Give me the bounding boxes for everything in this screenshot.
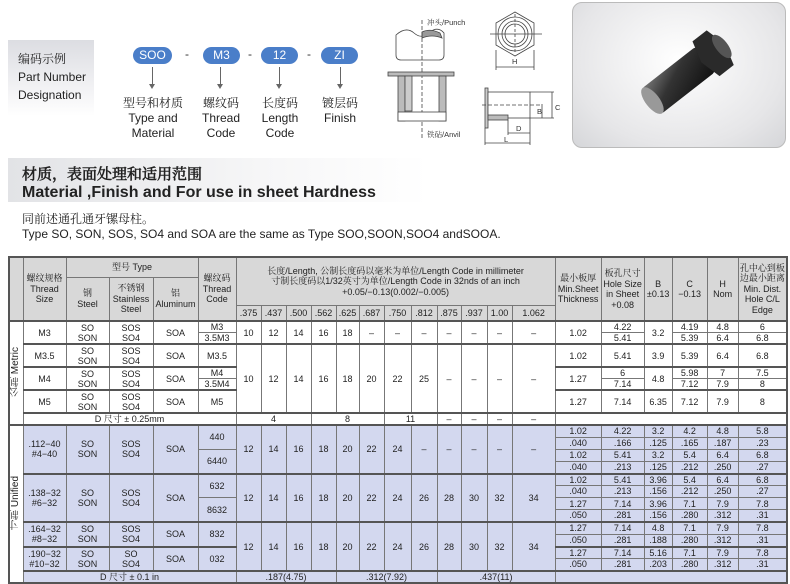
table-cell: 30	[461, 474, 487, 523]
table-cell: .312	[707, 559, 738, 572]
table-cell: 18	[311, 522, 336, 571]
table-cell: 1.02	[555, 449, 601, 461]
table-cell: SO SON	[66, 367, 109, 390]
table-cell: 1.27	[555, 498, 601, 510]
dim-l-label: L	[504, 135, 509, 144]
table-cell: .312	[707, 534, 738, 547]
table-row	[9, 425, 787, 437]
table-cell: .040	[555, 486, 601, 498]
part-number-label-cn: 编码示例	[18, 52, 67, 66]
table-cell: –	[487, 344, 512, 413]
table-cell: .31	[738, 510, 787, 523]
table-cell: 16	[286, 425, 311, 474]
table-cell: 3.2	[644, 425, 672, 437]
table-cell: 7.14	[601, 547, 644, 559]
installation-drawing	[382, 0, 562, 150]
table-cell: .156	[644, 510, 672, 523]
table-cell: 22	[359, 522, 384, 571]
table-cell: 30	[461, 522, 487, 571]
table-cell: .190−32 #10−32	[23, 547, 66, 572]
table-cell: 7.5	[738, 367, 787, 379]
table-cell: –	[512, 321, 555, 344]
table-cell: 7.1	[672, 498, 707, 510]
table-cell: SOA	[153, 522, 198, 547]
table-cell: 6.4	[707, 449, 738, 461]
dim-b-label: B	[537, 107, 543, 116]
table-cell: 3.2	[644, 321, 672, 344]
table-cell: .166	[601, 437, 644, 449]
table-cell: SOS SO4	[109, 367, 153, 390]
table-cell: SOS SO4	[109, 522, 153, 547]
column-header: .750	[384, 305, 411, 321]
section-title-en: Material ,Finish and For use in sheet Hardness	[22, 184, 376, 201]
table-cell: 18	[311, 474, 336, 523]
table-cell: 20	[336, 522, 359, 571]
table-cell: SOS SO4	[109, 474, 153, 523]
table-cell: 10	[236, 321, 261, 344]
table-cell: .212	[672, 461, 707, 474]
table-cell: .156	[644, 486, 672, 498]
table-cell: 8	[311, 413, 384, 425]
table-cell: –	[437, 344, 461, 413]
arrow-down-icon	[220, 67, 221, 87]
table-cell: –	[512, 425, 555, 474]
table-cell: 20	[359, 344, 384, 413]
table-cell: 1.02	[555, 321, 601, 344]
table-row	[9, 413, 787, 425]
table-cell: 12	[236, 474, 261, 523]
table-cell: 6.8	[738, 333, 787, 345]
table-cell: 1.02	[555, 425, 601, 437]
table-cell: 8	[738, 390, 787, 413]
table-cell: 7.14	[601, 522, 644, 534]
table-cell: .187	[707, 437, 738, 449]
column-header: 铝 Aluminum	[153, 277, 198, 321]
table-cell: –	[461, 344, 487, 413]
table-cell: 1.02	[555, 344, 601, 367]
table-cell: 032	[198, 547, 236, 572]
table-cell: SOA	[153, 321, 198, 344]
table-cell: –	[487, 321, 512, 344]
table-cell: 7.14	[601, 379, 644, 391]
table-cell: SO SON	[66, 390, 109, 413]
dim-c-label: C	[555, 103, 561, 112]
table-cell	[555, 571, 787, 583]
column-header: .812	[411, 305, 437, 321]
type-code-pill: SOO	[133, 47, 172, 64]
table-cell: 16	[286, 522, 311, 571]
table-cell: SO SON	[66, 425, 109, 474]
table-cell: 6440	[198, 449, 236, 474]
part-number-label-en: Part Number	[18, 70, 87, 84]
table-cell: 7.8	[738, 547, 787, 559]
table-cell: –	[384, 321, 411, 344]
table-cell: 6.35	[644, 390, 672, 413]
standoff-fastener-image	[573, 3, 786, 148]
table-cell: 3.2	[644, 449, 672, 461]
table-cell: 18	[336, 344, 359, 413]
table-cell: 7.12	[672, 379, 707, 391]
table-cell: 16	[311, 321, 336, 344]
column-header: H Nom	[707, 257, 738, 321]
section-note-cn: 同前述通孔通牙镙母柱。	[22, 212, 155, 226]
table-cell: 5.98	[672, 367, 707, 379]
table-cell: 12	[236, 425, 261, 474]
table-cell: 34	[512, 474, 555, 523]
thread-code-label: 螺纹码 Thread Code	[201, 96, 241, 140]
table-cell: 22	[359, 425, 384, 474]
table-cell: 7.9	[707, 498, 738, 510]
table-cell: 7	[707, 367, 738, 379]
table-cell: 7.1	[672, 522, 707, 534]
section-title-cn: 材质，表面处理和适用范围	[22, 166, 203, 183]
table-cell: 6.4	[707, 474, 738, 486]
table-row	[9, 522, 787, 534]
table-cell: 12	[236, 522, 261, 571]
table-cell: .280	[672, 510, 707, 523]
column-header: 螺纹码 Thread Code	[198, 257, 236, 321]
table-cell: –	[461, 413, 487, 425]
separator: -	[248, 47, 252, 61]
table-cell: 5.16	[644, 547, 672, 559]
table-cell: 16	[286, 474, 311, 523]
table-cell: SO SON	[66, 321, 109, 344]
dim-d-label: D	[516, 124, 522, 133]
table-cell: M3	[198, 321, 236, 333]
table-cell: 32	[487, 474, 512, 523]
table-row	[9, 321, 787, 333]
column-header: .625	[336, 305, 359, 321]
table-cell: M3.5	[23, 344, 66, 367]
table-cell: SO SON	[66, 474, 109, 523]
table-cell: D 尺寸 ± 0.1 in	[23, 571, 236, 583]
column-header: C −0.13	[672, 257, 707, 321]
table-cell: .23	[738, 437, 787, 449]
table-cell: 6.8	[738, 474, 787, 486]
length-code-label: 长度码 Length Code	[261, 96, 299, 140]
table-cell: 22	[384, 344, 411, 413]
table-cell: .213	[601, 461, 644, 474]
table-cell: SOA	[153, 390, 198, 413]
length-code-pill: 12	[261, 47, 298, 64]
column-header: 1.00	[487, 305, 512, 321]
section-note-en: Type SO, SON, SOS, SO4 and SOA are the same as Type SOO,SOON,SOO4 andSOOA.	[22, 227, 501, 241]
table-cell: 5.39	[672, 333, 707, 345]
table-cell: 3.96	[644, 498, 672, 510]
table-cell: .31	[738, 534, 787, 547]
table-cell: 6.4	[707, 333, 738, 345]
table-cell: 8632	[198, 498, 236, 523]
table-cell: 7.9	[707, 379, 738, 391]
table-cell: 24	[384, 522, 411, 571]
table-cell: .27	[738, 461, 787, 474]
product-photo	[572, 2, 786, 148]
punch-label: 冲头/Punch	[427, 18, 466, 27]
table-cell: 25	[411, 344, 437, 413]
table-cell: SOS SO4	[109, 425, 153, 474]
column-header: 长度/Length, 公制长度码以毫米为单位/Length Code in millimeter 寸制长度码以1/32英寸为单位/Length Code in 32nds of an inch +0.05/−0.13(0.002/−0.005)	[236, 257, 555, 305]
table-cell: .281	[601, 534, 644, 547]
table-cell: –	[359, 321, 384, 344]
table-cell: .312	[707, 510, 738, 523]
table-cell: 24	[384, 425, 411, 474]
table-cell: –	[437, 321, 461, 344]
anvil-label: 铁砧/Anvil	[427, 130, 461, 139]
side-label-text: 公制 Metric	[10, 346, 22, 397]
finish-code-pill: ZI	[321, 47, 358, 64]
column-header: 型号 Type	[66, 257, 198, 277]
arrow-down-icon	[279, 67, 280, 87]
table-cell: .125	[644, 437, 672, 449]
table-cell: .040	[555, 437, 601, 449]
table-cell: 26	[411, 522, 437, 571]
table-cell: 6.8	[738, 449, 787, 461]
table-cell: .312(7.92)	[336, 571, 437, 583]
table-cell: 10	[236, 344, 261, 413]
column-header: .937	[461, 305, 487, 321]
side-label-text: 寸制 Unified	[10, 475, 22, 530]
arrow-down-icon	[152, 67, 153, 87]
table-cell: M3	[23, 321, 66, 344]
table-cell: SO SON	[66, 547, 109, 572]
table-cell: 26	[411, 474, 437, 523]
table-cell: 14	[261, 522, 286, 571]
table-cell: .437(11)	[437, 571, 555, 583]
table-cell: 5.39	[672, 344, 707, 367]
table-cell: 18	[311, 425, 336, 474]
table-cell: 14	[286, 321, 311, 344]
designation-label: Designation	[18, 88, 82, 102]
table-row	[9, 571, 787, 583]
table-cell: 20	[336, 425, 359, 474]
table-cell: 12	[261, 321, 286, 344]
table-cell: 7.1	[672, 547, 707, 559]
table-cell: M4	[198, 367, 236, 379]
table-cell: 7.14	[601, 498, 644, 510]
table-cell: 1.27	[555, 367, 601, 390]
table-cell: .188	[644, 534, 672, 547]
separator: -	[185, 47, 189, 61]
table-cell: 7.9	[707, 522, 738, 534]
section-side-label	[9, 425, 23, 583]
arrow-down-icon	[340, 67, 341, 87]
table-cell: 7.14	[601, 390, 644, 413]
table-cell: 1.02	[555, 474, 601, 486]
table-cell: .31	[738, 559, 787, 572]
part-number-label-box	[8, 40, 94, 116]
table-cell: –	[487, 425, 512, 474]
table-cell: 4	[236, 413, 311, 425]
table-cell: SO SON	[66, 344, 109, 367]
table-cell: –	[461, 425, 487, 474]
table-cell: 1.27	[555, 390, 601, 413]
table-cell: 3.9	[644, 344, 672, 367]
column-header: 最小板厚 Min.Sheet Thickness	[555, 257, 601, 321]
table-cell: .212	[672, 486, 707, 498]
column-header: 孔中心到板 边最小距离 Min. Dist. Hole C/L Edge	[738, 257, 787, 321]
column-header: 钢 Steel	[66, 277, 109, 321]
table-cell: 4.8	[644, 367, 672, 390]
table-cell: 34	[512, 522, 555, 571]
table-cell: 14	[261, 474, 286, 523]
column-header: .562	[311, 305, 336, 321]
table-cell: 7.9	[707, 547, 738, 559]
table-cell: 7.8	[738, 498, 787, 510]
table-cell: –	[461, 321, 487, 344]
table-cell: .050	[555, 559, 601, 572]
table-cell: 4.22	[601, 425, 644, 437]
table-cell: 3.5M4	[198, 379, 236, 391]
table-cell: .040	[555, 461, 601, 474]
table-cell: SOA	[153, 547, 198, 572]
table-cell: 18	[336, 321, 359, 344]
specification-table	[8, 256, 788, 584]
table-cell: .281	[601, 559, 644, 572]
table-cell: 5.41	[601, 474, 644, 486]
table-cell: –	[411, 321, 437, 344]
table-cell: .281	[601, 510, 644, 523]
table-cell: 7.12	[672, 390, 707, 413]
table-cell: 1.27	[555, 547, 601, 559]
table-cell: 28	[437, 522, 461, 571]
table-cell: 5.4	[672, 474, 707, 486]
table-cell: .165	[672, 437, 707, 449]
column-header: 1.062	[512, 305, 555, 321]
column-header: .375	[236, 305, 261, 321]
table-cell: SOA	[153, 367, 198, 390]
table-cell: 7.9	[707, 390, 738, 413]
table-cell: .138−32 #6−32	[23, 474, 66, 523]
table-cell: 3.5M3	[198, 333, 236, 345]
table-cell: 440	[198, 425, 236, 449]
table-cell: 4.8	[707, 425, 738, 437]
table-cell: 4.19	[672, 321, 707, 333]
table-cell: SOA	[153, 344, 198, 367]
table-cell: .050	[555, 510, 601, 523]
table-cell: 6.8	[738, 344, 787, 367]
table-cell: .250	[707, 461, 738, 474]
table-cell: D 尺寸 ± 0.25mm	[23, 413, 236, 425]
table-cell: M5	[198, 390, 236, 413]
table-cell: 22	[359, 474, 384, 523]
column-header: .437	[261, 305, 286, 321]
table-cell: –	[512, 344, 555, 413]
table-cell: 28	[437, 474, 461, 523]
table-cell: .27	[738, 486, 787, 498]
table-cell: 5.41	[601, 344, 644, 367]
dim-h-label: H	[512, 57, 518, 66]
table-cell: SO SON	[66, 522, 109, 547]
thread-code-pill: M3	[203, 47, 240, 64]
table-cell: .164−32 #8−32	[23, 522, 66, 547]
table-cell: 6	[601, 367, 644, 379]
table-cell: 6	[738, 321, 787, 333]
table-cell: 632	[198, 474, 236, 498]
table-cell: 5.4	[672, 449, 707, 461]
table-cell: 4.2	[672, 425, 707, 437]
table-cell: –	[487, 413, 512, 425]
table-cell: .112−40 #4−40	[23, 425, 66, 474]
separator: -	[307, 47, 311, 61]
table-cell: 4.8	[644, 522, 672, 534]
table-cell: 20	[336, 474, 359, 523]
table-cell: .125	[644, 461, 672, 474]
column-header: .875	[437, 305, 461, 321]
type-material-label: 型号和材质 Type and Material	[122, 96, 183, 140]
table-cell: 11	[384, 413, 437, 425]
table-cell: .050	[555, 534, 601, 547]
table-cell: .213	[601, 486, 644, 498]
table-cell: 4.8	[707, 321, 738, 333]
table-cell: 4.22	[601, 321, 644, 333]
table-cell: 6.4	[707, 344, 738, 367]
table-cell: 14	[261, 425, 286, 474]
table-row	[9, 344, 787, 356]
table-cell: .187(4.75)	[236, 571, 336, 583]
finish-code-label: 镀层码 Finish	[321, 96, 358, 125]
table-cell: SOA	[153, 474, 198, 523]
table-cell: 14	[286, 344, 311, 413]
column-header: 螺纹规格 Thread Size	[23, 257, 66, 321]
table-cell: –	[411, 425, 437, 474]
table-row	[9, 474, 787, 486]
table-cell: .280	[672, 559, 707, 572]
table-cell: –	[512, 413, 555, 425]
table-cell: –	[437, 413, 461, 425]
table-cell: –	[437, 425, 461, 474]
table-cell: SOA	[153, 425, 198, 474]
table-cell: 832	[198, 522, 236, 547]
table-cell: 24	[384, 474, 411, 523]
table-cell: 12	[261, 344, 286, 413]
table-cell: SOS SO4	[109, 321, 153, 344]
table-cell	[555, 413, 787, 425]
table-cell: 5.41	[601, 333, 644, 345]
table-cell: .203	[644, 559, 672, 572]
table-cell: M4	[23, 367, 66, 390]
table-cell: 7.8	[738, 522, 787, 534]
column-header: B ±0.13	[644, 257, 672, 321]
table-cell: 16	[311, 344, 336, 413]
table-cell: SO SO4	[109, 547, 153, 572]
column-header: 不锈钢 Stainless Steel	[109, 277, 153, 321]
table-cell: 3.96	[644, 474, 672, 486]
column-header: 板孔尺寸 Hole Size in Sheet +0.08	[601, 257, 644, 321]
table-cell: 1.27	[555, 522, 601, 534]
table-cell: 5.41	[601, 449, 644, 461]
column-header: .687	[359, 305, 384, 321]
table-cell: M5	[23, 390, 66, 413]
table-cell: .280	[672, 534, 707, 547]
table-cell: .250	[707, 486, 738, 498]
table-cell: 5.8	[738, 425, 787, 437]
table-cell: SOS SO4	[109, 390, 153, 413]
table-header-row	[9, 257, 787, 277]
table-cell: M3.5	[198, 344, 236, 367]
column-header	[9, 257, 23, 321]
section-side-label	[9, 321, 23, 425]
column-header: .500	[286, 305, 311, 321]
table-cell: 32	[487, 522, 512, 571]
table-cell: SOS SO4	[109, 344, 153, 367]
table-cell: 8	[738, 379, 787, 391]
